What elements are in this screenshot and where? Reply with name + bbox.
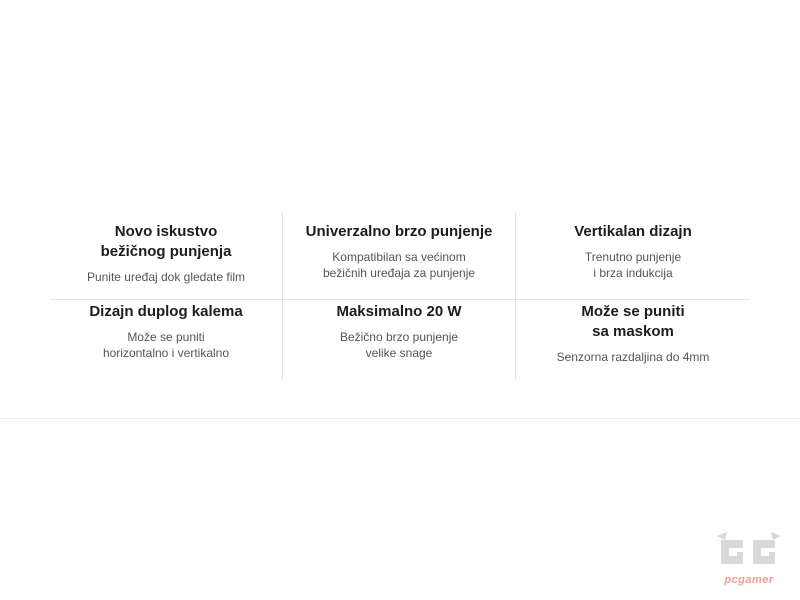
feature-card <box>50 300 283 380</box>
feature-title: Može se puniti sa maskom <box>581 303 685 340</box>
feature-title: Novo iskustvo bežičnog punjenja <box>100 223 232 260</box>
section-divider <box>0 418 800 419</box>
feature-card <box>283 213 516 300</box>
feature-description: Može se puniti horizontalno i vertikalno <box>102 330 230 360</box>
feature-description: Punite uređaj dok gledate film <box>86 270 246 284</box>
feature-title: Univerzalno brzo punjenje <box>305 223 493 240</box>
feature-description: Trenutno punjenje i brza indukcija <box>584 250 682 280</box>
feature-description: Kompatibilan sa većinom bežičnih uređaja za punjenje <box>322 250 476 280</box>
watermark-text: pcgamer <box>724 574 774 586</box>
feature-card <box>516 300 750 380</box>
feature-description: Senzorna razdaljina do 4mm <box>556 350 710 364</box>
feature-title: Vertikalan dizajn <box>574 223 692 240</box>
feature-title: Dizajn duplog kalema <box>89 303 243 320</box>
feature-card <box>516 213 750 300</box>
feature-card <box>283 300 516 380</box>
feature-description: Bežično brzo punjenje velike snage <box>339 330 459 360</box>
feature-grid <box>50 213 750 380</box>
feature-title: Maksimalno 20 W <box>336 303 462 320</box>
feature-card <box>50 213 283 300</box>
